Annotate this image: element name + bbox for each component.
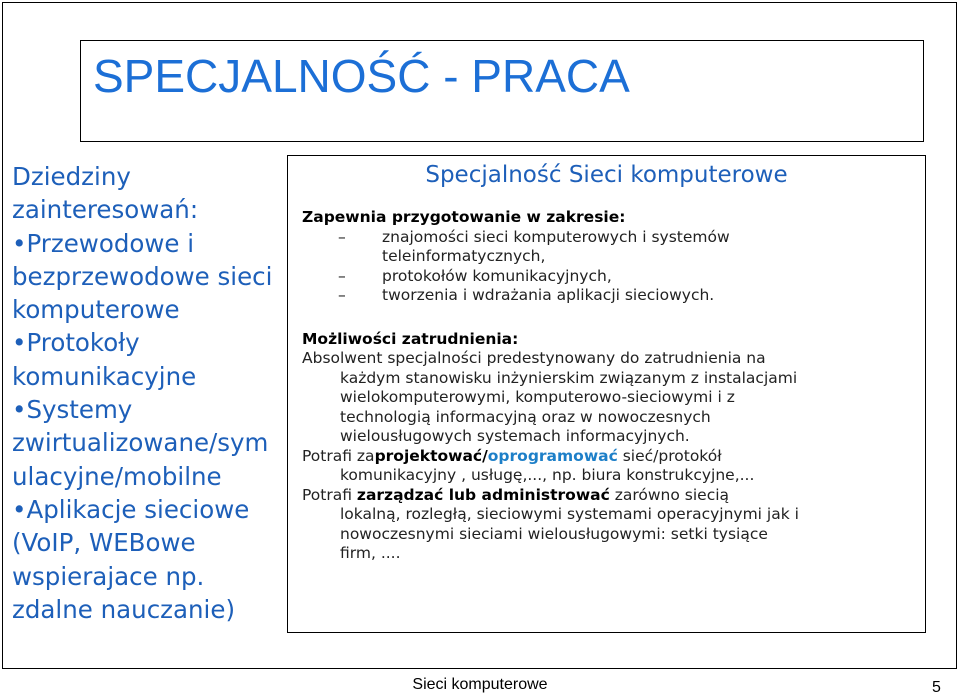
scope-item [302, 286, 799, 306]
interests-line: wspierajace np. [12, 561, 205, 591]
interests-line: komunikacyjne [12, 361, 197, 391]
scope-item-continuation: teleinformatycznych, [382, 247, 546, 265]
specialty-box [287, 155, 926, 633]
page-number: 5 [932, 679, 941, 696]
interests-line: ulacyjne/mobilne [12, 461, 222, 491]
dash-marker: – [338, 286, 346, 304]
specialty-heading-name: Sieci komputerowe [568, 162, 788, 188]
design-slash: / [482, 446, 488, 465]
manage-statement [302, 486, 799, 506]
interests-line: •Systemy [12, 395, 133, 425]
employment-line: każdym stanowisku inżynierskim związanym z instalacjami [340, 368, 798, 387]
interests-line: •Aplikacje sieciowe [12, 494, 250, 524]
scope-item-text: tworzenia i wdrażania aplikacji sieciowych. [382, 286, 715, 304]
dash-marker: – [338, 266, 346, 285]
specialty-heading-prefix: Specjalność [425, 162, 562, 188]
interests-line: •Protokoły [12, 328, 140, 358]
interests-line: zainteresowań: [12, 195, 199, 225]
interests-column [12, 160, 287, 626]
employment-line: technologią informacyjną oraz w nowoczesnych [340, 407, 711, 426]
slide-title: SPECJALNOŚĆ - PRACA [93, 50, 630, 102]
design-continuation: komunikacyjny , usługę,..., np. biura konstrukcyjne,... [340, 466, 755, 484]
employment-label: Możliwości zatrudnienia: [302, 329, 519, 348]
scope-label: Zapewnia przygotowanie w zakresie: [302, 208, 626, 226]
title-box [80, 40, 924, 142]
interests-line: Dziedziny [12, 162, 131, 191]
interests-line: •Przewodowe i [12, 228, 195, 258]
footer-title: Sieci komputerowe [412, 676, 548, 693]
employment-line: Absolwent specjalności predestynowany do zatrudnienia na [302, 349, 766, 367]
manage-continuation: firm, .... [340, 544, 401, 562]
design-suffix: sieć/protokół [617, 446, 722, 465]
interests-line: komputerowe [12, 295, 180, 325]
interests-line: bezprzewodowe sieci [12, 261, 273, 291]
design-prefix: Potrafi za [302, 446, 375, 465]
manage-continuation: nowoczesnymi sieciami wielousługowymi: setki tysiące [340, 524, 768, 543]
employment-line: wielousługowych systemach informacyjnych. [340, 427, 690, 445]
scope-item-text: protokołów komunikacyjnych, [382, 266, 612, 285]
interests-line: zwirtualizowane/sym [12, 428, 269, 458]
scope-item [302, 228, 799, 248]
specialty-heading [288, 162, 925, 188]
specialty-content [302, 208, 799, 564]
manage-prefix: Potrafi [302, 485, 357, 504]
scope-item-text: znajomości sieci komputerowych i systemów [382, 227, 730, 246]
design-keyword-1: projektować [374, 446, 483, 465]
employment-line: wielokomputerowymi, komputerowo-sieciowymi i z [340, 388, 735, 406]
manage-keyword: zarządzać lub administrować [356, 485, 610, 504]
design-statement [302, 447, 799, 467]
manage-suffix: zarówno siecią [609, 485, 730, 504]
scope-item [302, 267, 799, 287]
interests-line: zdalne nauczanie) [12, 594, 236, 624]
interests-line: (VoIP, WEBowe [12, 528, 196, 558]
manage-continuation: lokalną, rozległą, sieciowymi systemami operacyjnymi jak i [340, 505, 799, 523]
dash-marker: – [338, 227, 346, 246]
design-keyword-2: oprogramować [487, 446, 618, 465]
